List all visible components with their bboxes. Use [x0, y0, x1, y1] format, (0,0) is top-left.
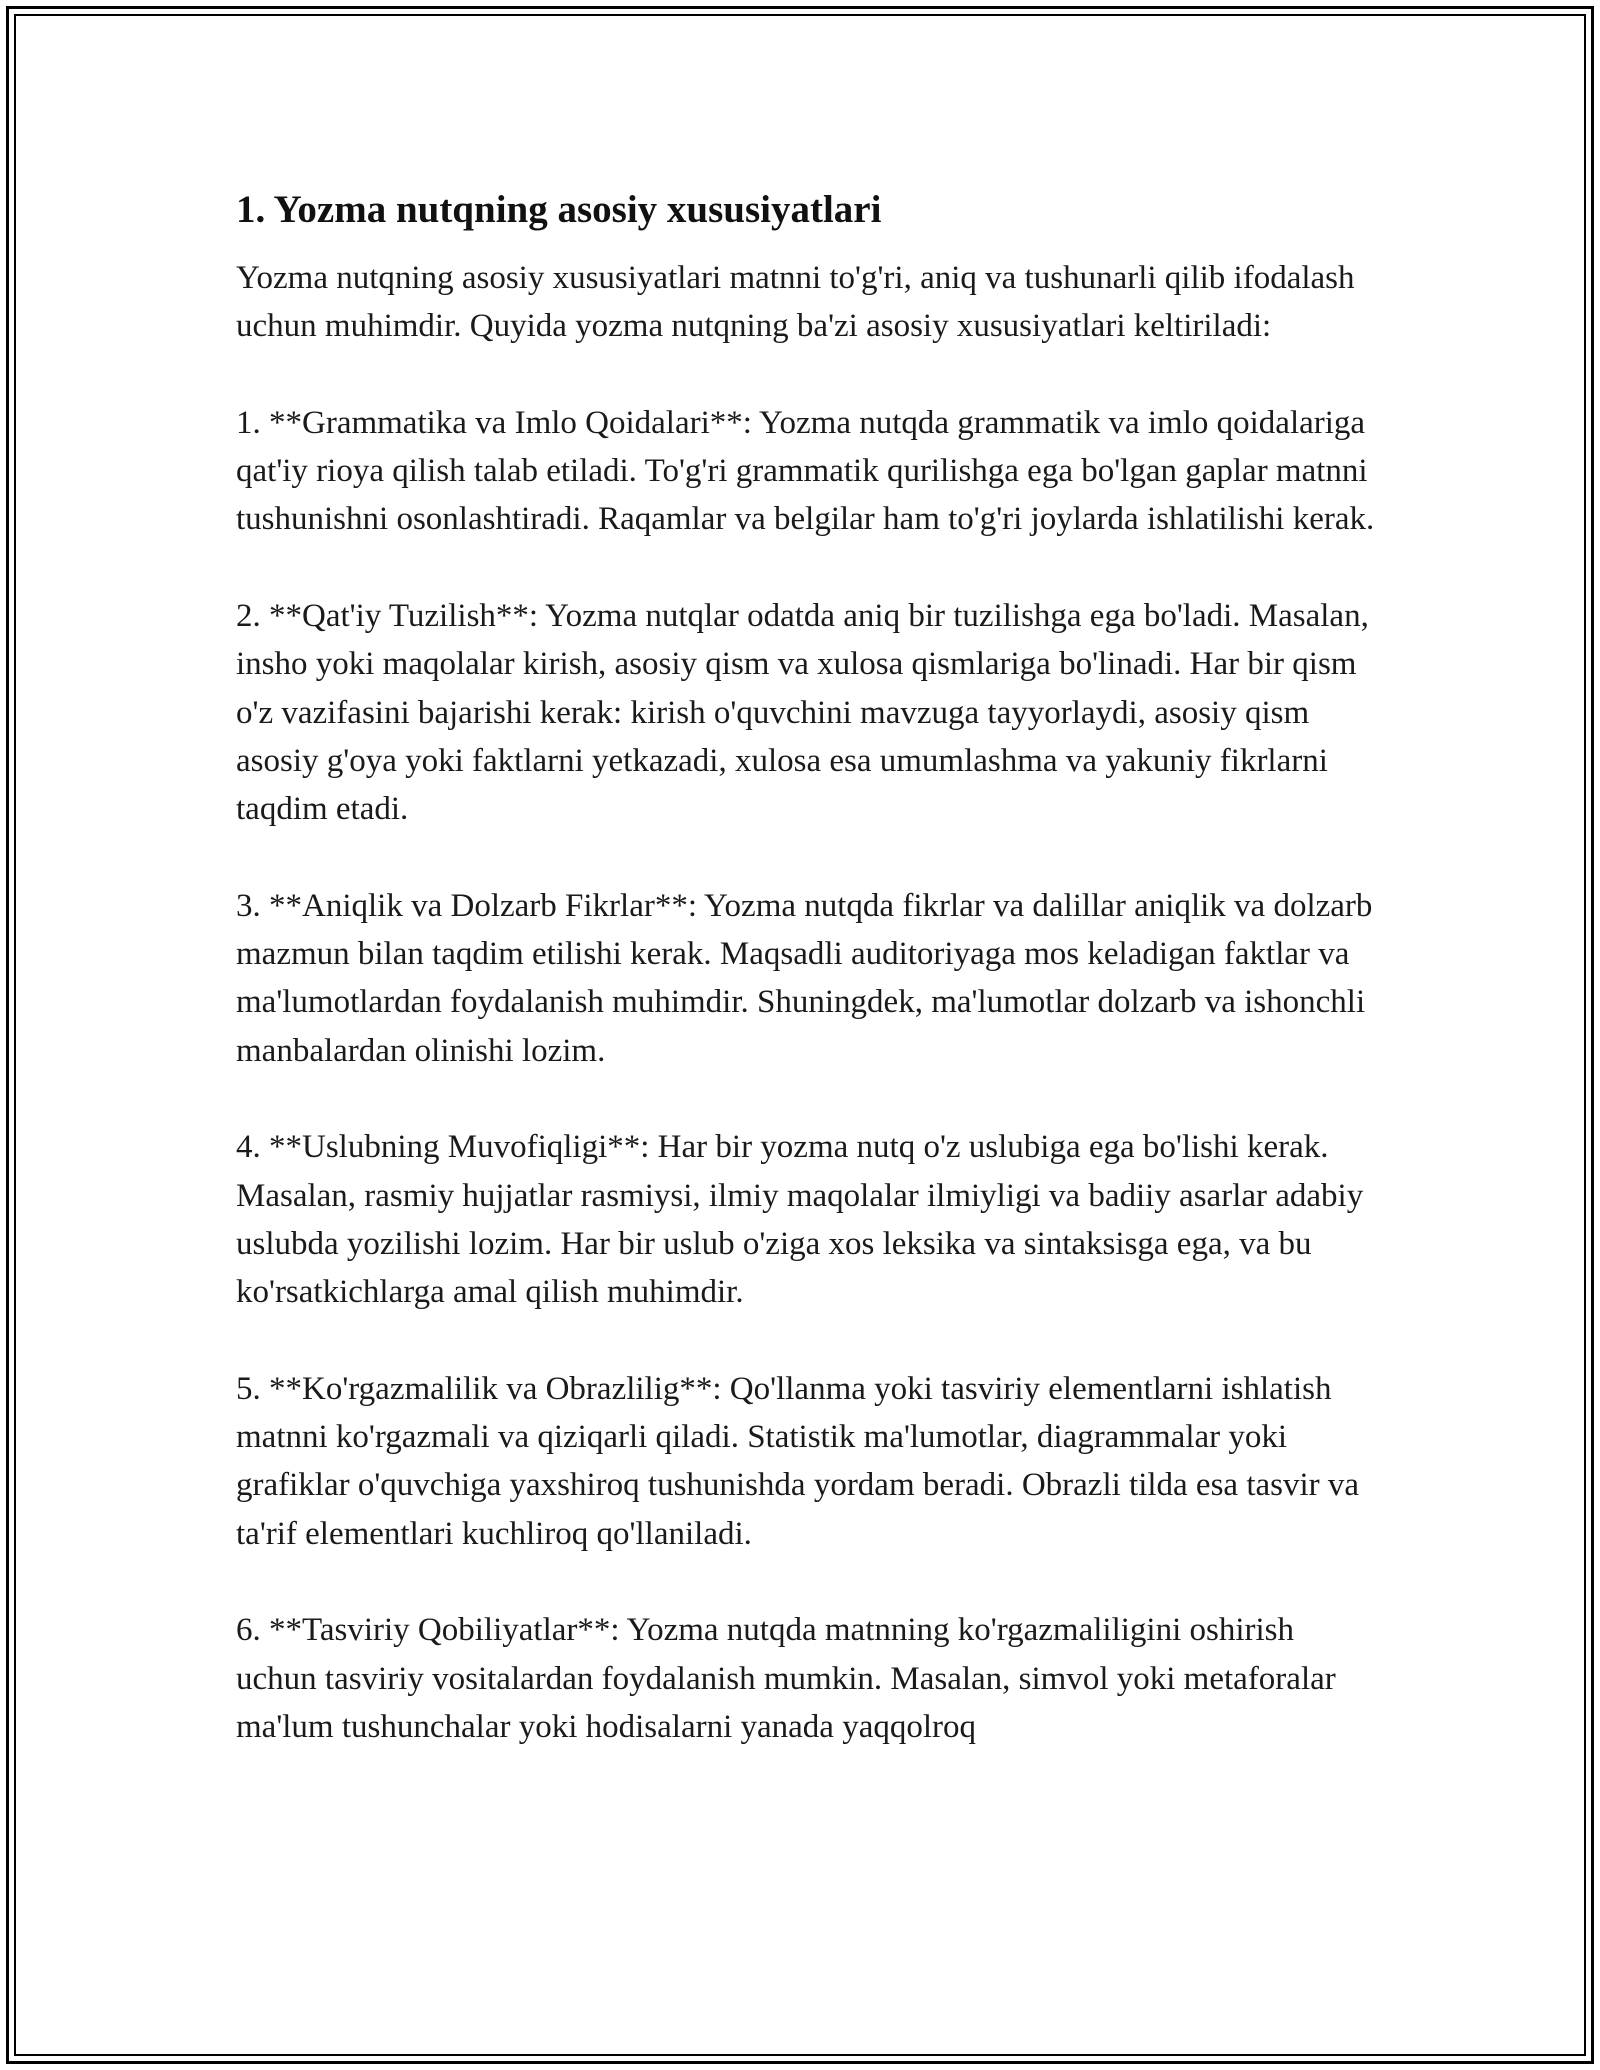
paragraph-imagery: 6. **Tasviriy Qobiliyatlar**: Yozma nutqda matnning ko'rgazmaliligini oshirish uchun tasviriy vositalardan foydalanish mumkin. Masalan, simvol yoki metaforalar ma'lum tushunchalar yoki hodisalarni yanada yaqqolroq — [236, 1612, 1336, 1745]
paragraph-visuals: 5. **Ko'rgazmalilik va Obrazlilig**: Qo'llanma yoki tasviriy elementlarni ishlatish matnni ko'rgazmali va qiziqarli qiladi. Statistik ma'lumotlar, diagrammalar yoki grafiklar o'quvchiga yaxshiroq tushunishda yordam beradi. Obrazli tilda esa tasvir va ta'rif elementlari kuchliroq qo'llaniladi. — [236, 1370, 1360, 1552]
paragraph-structure: 2. **Qat'iy Tuzilish**: Yozma nutqlar odatda aniq bir tuzilishga ega bo'ladi. Masalan, insho yoki maqolalar kirish, asosiy qism va xulosa qismlariga bo'linadi. Har bir qism o'z vazifasini bajarishi kerak: kirish o'quvchini mavzuga tayyorlaydi, asosiy qism asosiy g'oya yoki faktlarni yetkazadi, xulosa esa umumlashma va yakuniy fikrlarni taqdim etadi. — [236, 598, 1369, 828]
paragraph-style: 4. **Uslubning Muvofiqligi**: Har bir yozma nutq o'z uslubiga ega bo'lishi kerak. Masalan, rasmiy hujjatlar rasmiysi, ilmiy maqolalar ilmiyligi va badiiy asarlar adabiy uslubda yozilishi lozim. Har bir uslub o'ziga xos leksika va sintaksisga ega, va bu ko'rsatkichlarga amal qilish muhimdir. — [236, 1129, 1364, 1311]
paragraph-clarity: 3. **Aniqlik va Dolzarb Fikrlar**: Yozma nutqda fikrlar va dalillar aniqlik va dolzarb mazmun bilan taqdim etilishi kerak. Maqsadli auditoriyaga mos keladigan faktlar va ma'lumotlardan foydalanish muhimdir. Shuningdek, ma'lumotlar dolzarb va ishonchli manbalardan olinishi lozim. — [236, 887, 1373, 1069]
intro-paragraph: Yozma nutqning asosiy xususiyatlari matnni to'g'ri, aniq va tushunarli qilib ifodalash uchun muhimdir. Quyida yozma nutqning ba'zi asosiy xususiyatlari keltiriladi: — [236, 260, 1355, 345]
document-body — [236, 186, 1376, 1800]
paragraph-grammar: 1. **Grammatika va Imlo Qoidalari**: Yozma nutqda grammatik va imlo qoidalariga qat'iy rioya qilish talab etiladi. To'g'ri grammatik qurilishga ega bo'lgan gaplar matnni tushunishni osonlashtiradi. Raqamlar va belgilar ham to'g'ri joylarda ishlatilishi kerak. — [236, 404, 1375, 538]
document-title: 1. Yozma nutqning asosiy xususiyatlari — [236, 188, 882, 231]
